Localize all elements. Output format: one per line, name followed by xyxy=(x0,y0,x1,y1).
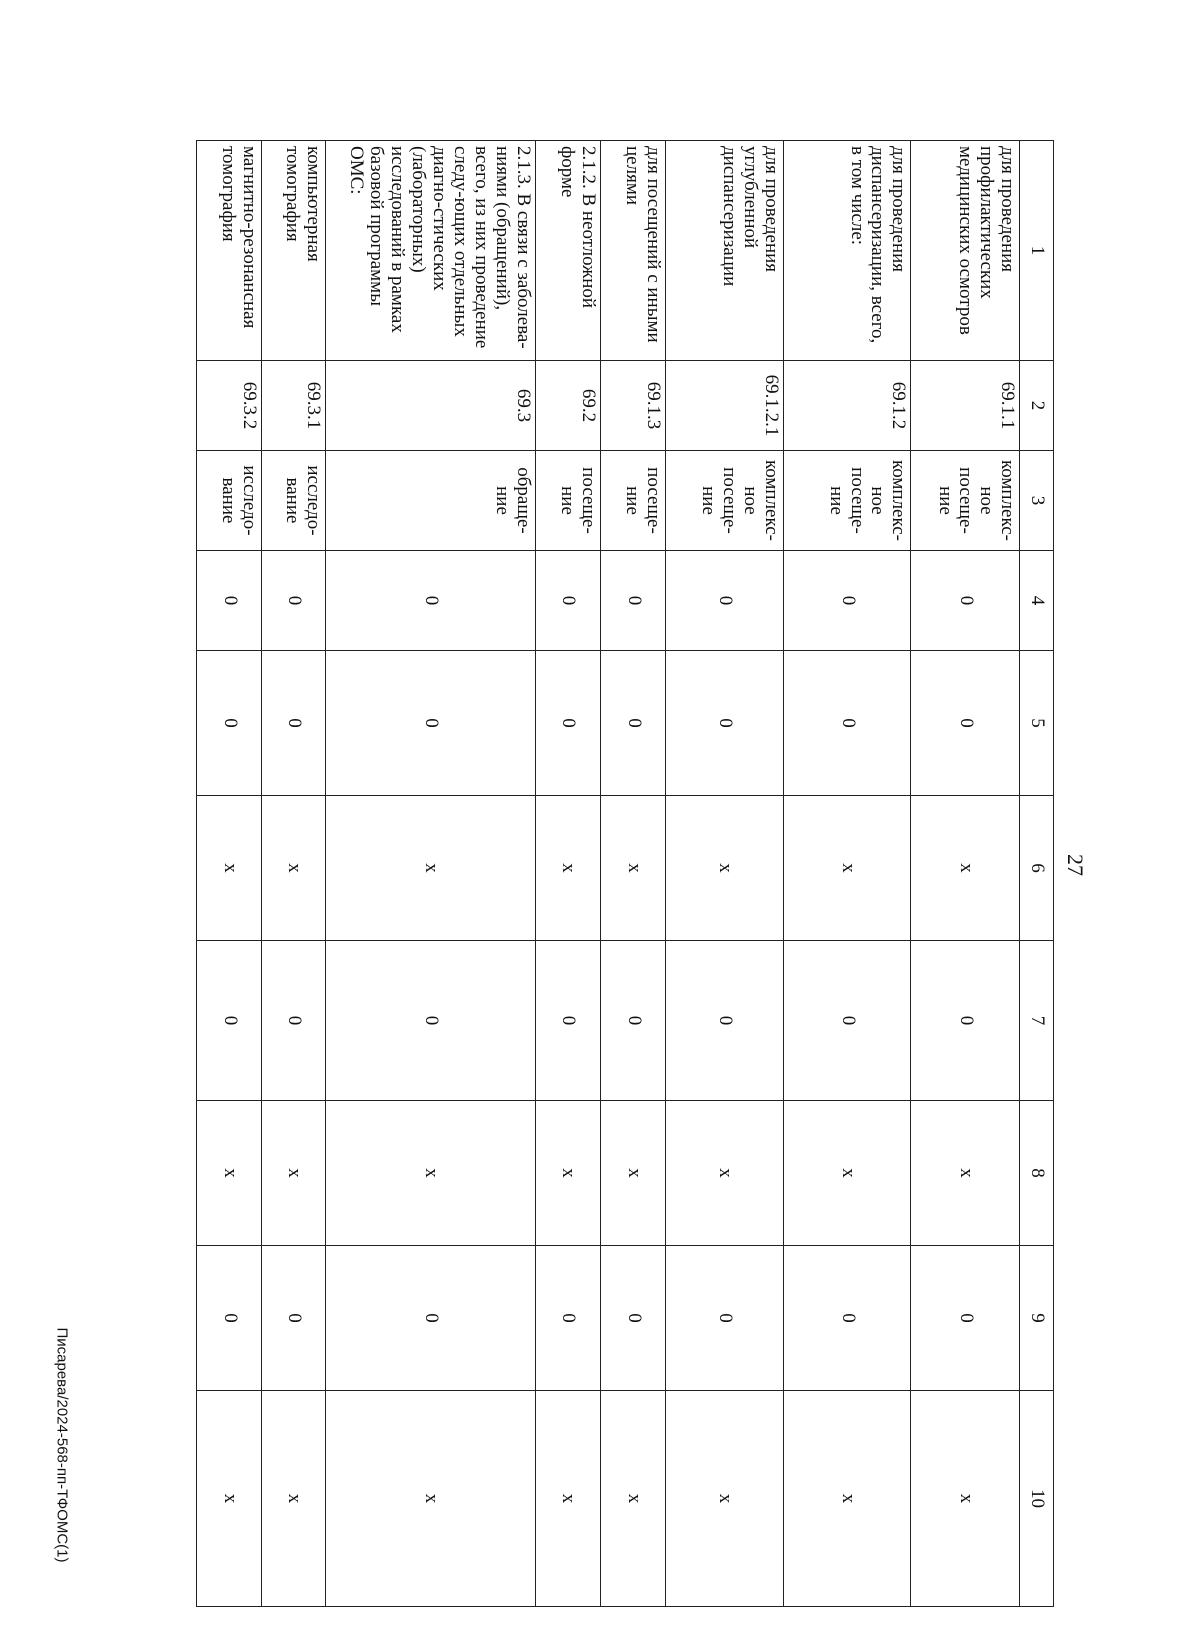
table-row xyxy=(666,141,784,1607)
cell-value: x xyxy=(197,796,262,941)
header-cell: 5 xyxy=(1020,651,1054,796)
cell-code: 69.1.3 xyxy=(601,361,666,451)
cell-value: 0 xyxy=(783,941,910,1101)
header-cell: 2 xyxy=(1020,361,1054,451)
document-code: Писарева/2024-568-пп-ТФОМС(1) xyxy=(53,1327,71,1563)
cell-value: 0 xyxy=(535,551,600,651)
cell-name: для проведения профилактических медицинских осмотров xyxy=(911,141,1020,361)
cell-code: 69.3 xyxy=(325,361,535,451)
header-cell: 8 xyxy=(1020,1101,1054,1246)
page-number: 27 xyxy=(1063,854,1088,876)
cell-unit: обращe-ние xyxy=(325,451,535,551)
table-row xyxy=(262,141,325,1607)
cell-value: 0 xyxy=(911,1246,1020,1391)
cell-code: 69.2 xyxy=(535,361,600,451)
cell-value: 0 xyxy=(911,941,1020,1101)
cell-value: 0 xyxy=(535,1246,600,1391)
cell-unit: исследо-вание xyxy=(197,451,262,551)
cell-value: 0 xyxy=(197,551,262,651)
header-cell: 3 xyxy=(1020,451,1054,551)
cell-name: для проведения диспансеризации, всего, в том числе: xyxy=(783,141,910,361)
cell-value: x xyxy=(783,1391,910,1607)
cell-value: x xyxy=(262,1391,325,1607)
cell-value: x xyxy=(197,1391,262,1607)
table-row xyxy=(911,141,1020,1607)
cell-name: компьютерная томография xyxy=(262,141,325,361)
header-cell: 9 xyxy=(1020,1246,1054,1391)
cell-unit: комплекс-ное посеще-ние xyxy=(666,451,784,551)
table-row xyxy=(601,141,666,1607)
cell-value: x xyxy=(601,1391,666,1607)
header-cell: 7 xyxy=(1020,941,1054,1101)
cell-value: x xyxy=(666,1391,784,1607)
cell-value: 0 xyxy=(601,551,666,651)
cell-name: для посещений с иными целями xyxy=(601,141,666,361)
data-table xyxy=(196,140,1054,1607)
cell-value: 0 xyxy=(911,551,1020,651)
cell-value: x xyxy=(911,1391,1020,1607)
cell-unit: комплекс-ное посеще-ние xyxy=(911,451,1020,551)
cell-unit: посеще-ние xyxy=(535,451,600,551)
cell-code: 69.1.2.1 xyxy=(666,361,784,451)
cell-code: 69.3.1 xyxy=(262,361,325,451)
cell-value: x xyxy=(666,796,784,941)
cell-value: x xyxy=(601,1101,666,1246)
header-cell: 6 xyxy=(1020,796,1054,941)
cell-value: 0 xyxy=(325,941,535,1101)
table-row xyxy=(197,141,262,1607)
cell-value: x xyxy=(666,1101,784,1246)
cell-name: 2.1.3. В связи с заболева-ниями (обращений), всего, из них проведение следу-ющих отдельных диагно-стических (лабораторных) исследований в рамках базовой программы ОМС: xyxy=(325,141,535,361)
cell-value: 0 xyxy=(783,1246,910,1391)
cell-value: x xyxy=(535,1391,600,1607)
cell-value: x xyxy=(911,1101,1020,1246)
cell-value: 0 xyxy=(666,651,784,796)
cell-value: 0 xyxy=(262,551,325,651)
cell-unit: комплекс-ное посеще-ние xyxy=(783,451,910,551)
cell-value: 0 xyxy=(325,551,535,651)
cell-value: x xyxy=(197,1101,262,1246)
table-header-row xyxy=(1020,141,1054,1607)
cell-unit: исследо-вание xyxy=(262,451,325,551)
cell-value: 0 xyxy=(601,651,666,796)
cell-value: x xyxy=(535,796,600,941)
cell-value: x xyxy=(325,796,535,941)
cell-value: x xyxy=(911,796,1020,941)
header-cell: 10 xyxy=(1020,1391,1054,1607)
cell-value: x xyxy=(262,796,325,941)
cell-value: 0 xyxy=(601,941,666,1101)
table-wrapper xyxy=(196,140,1054,1606)
cell-value: 0 xyxy=(262,941,325,1101)
cell-value: x xyxy=(783,796,910,941)
cell-value: 0 xyxy=(911,651,1020,796)
cell-value: 0 xyxy=(325,1246,535,1391)
cell-unit: посеще-ние xyxy=(601,451,666,551)
cell-value: 0 xyxy=(262,1246,325,1391)
cell-value: 0 xyxy=(783,551,910,651)
cell-code: 69.1.1 xyxy=(911,361,1020,451)
cell-value: 0 xyxy=(197,941,262,1101)
cell-value: x xyxy=(535,1101,600,1246)
rotated-table-frame xyxy=(196,140,1054,1606)
cell-value: x xyxy=(325,1101,535,1246)
cell-name: для проведения углубленной диспансеризации xyxy=(666,141,784,361)
cell-value: 0 xyxy=(601,1246,666,1391)
cell-name: 2.1.2. В неотложной форме xyxy=(535,141,600,361)
cell-value: 0 xyxy=(666,551,784,651)
cell-value: 0 xyxy=(197,651,262,796)
cell-value: 0 xyxy=(262,651,325,796)
cell-code: 69.1.2 xyxy=(783,361,910,451)
cell-value: x xyxy=(325,1391,535,1607)
cell-value: 0 xyxy=(535,651,600,796)
table-row xyxy=(783,141,910,1607)
cell-value: 0 xyxy=(666,941,784,1101)
cell-value: x xyxy=(783,1101,910,1246)
cell-value: x xyxy=(262,1101,325,1246)
cell-value: 0 xyxy=(783,651,910,796)
cell-value: 0 xyxy=(325,651,535,796)
cell-value: x xyxy=(601,796,666,941)
cell-value: 0 xyxy=(666,1246,784,1391)
header-cell: 4 xyxy=(1020,551,1054,651)
table-row xyxy=(535,141,600,1607)
table-row xyxy=(325,141,535,1607)
cell-name: магнитно-резонансная томография xyxy=(197,141,262,361)
cell-code: 69.3.2 xyxy=(197,361,262,451)
cell-value: 0 xyxy=(535,941,600,1101)
cell-value: 0 xyxy=(197,1246,262,1391)
header-cell: 1 xyxy=(1020,141,1054,361)
